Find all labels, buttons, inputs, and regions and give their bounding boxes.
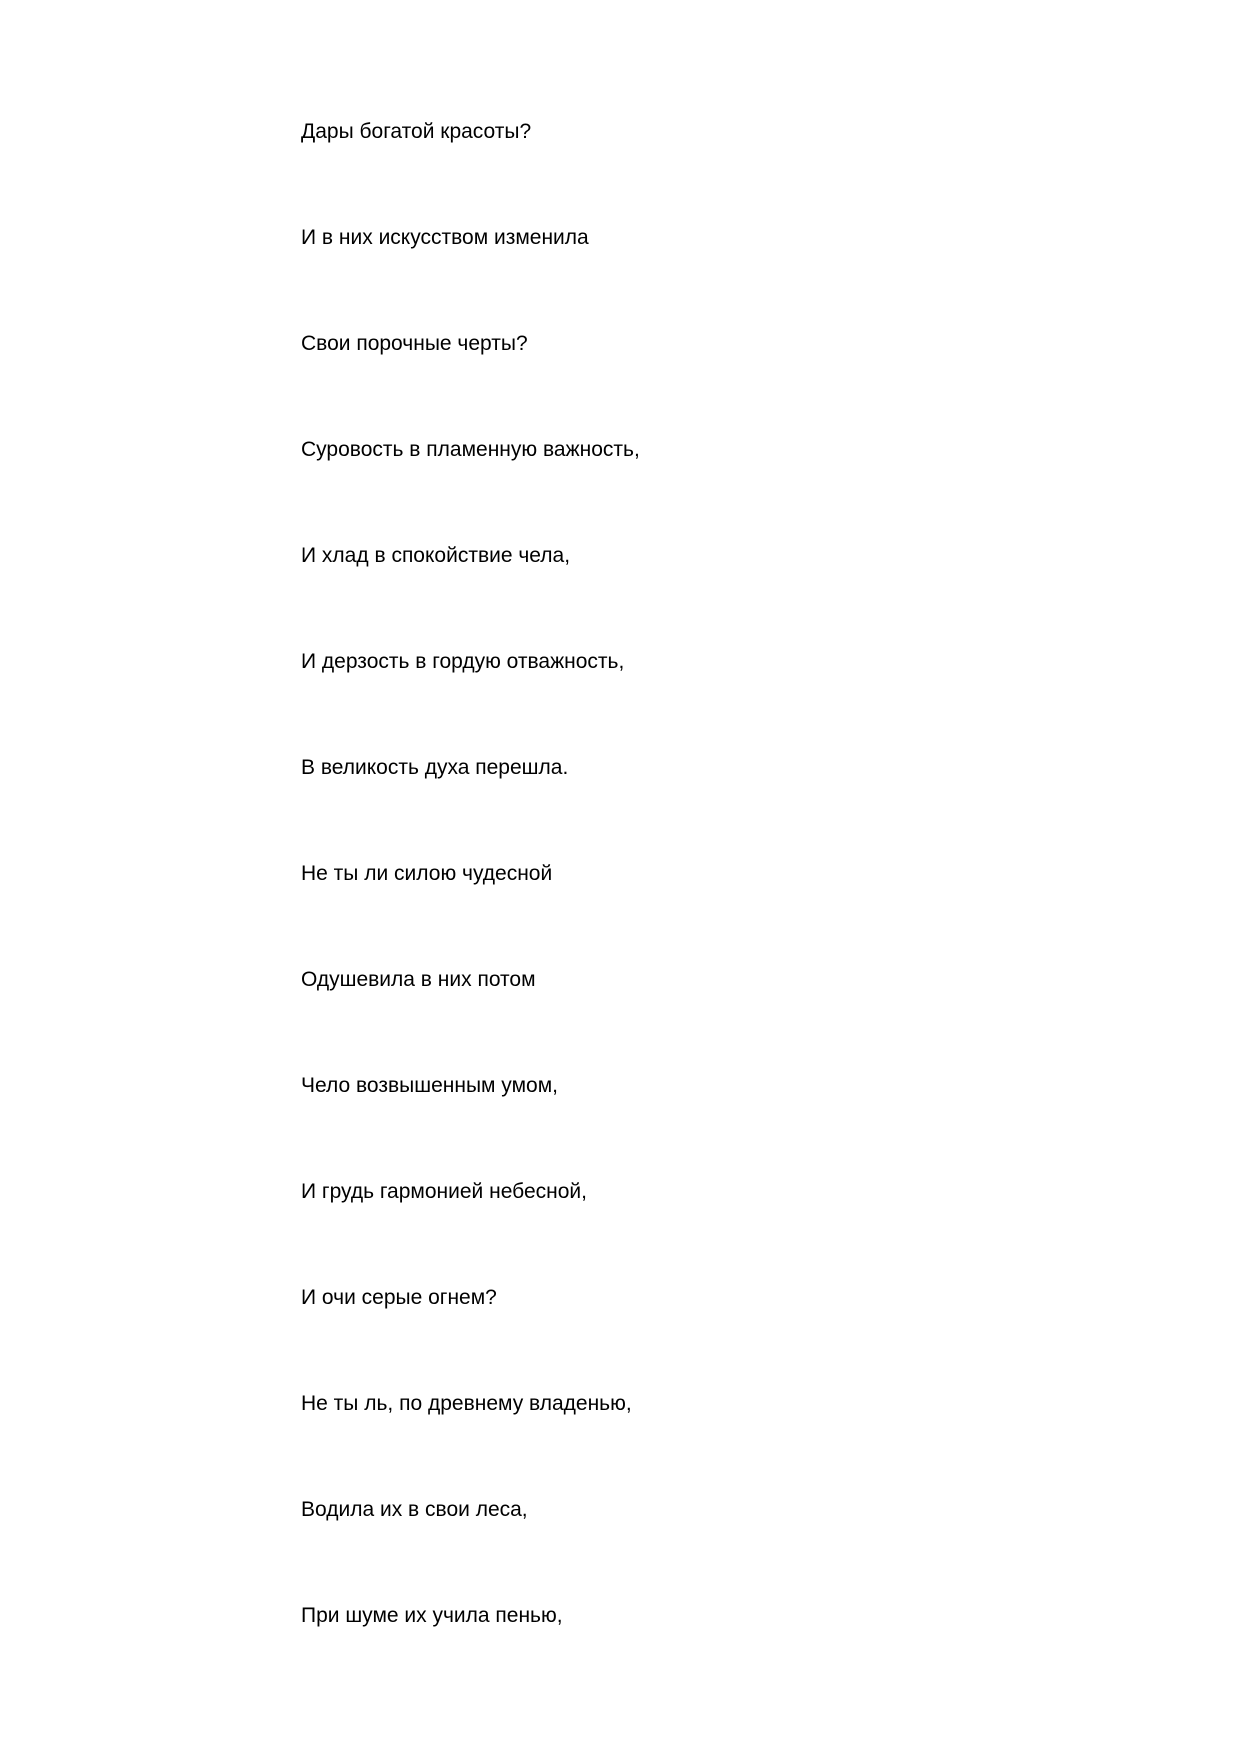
poem-line: И хлад в спокойствие чела, (301, 544, 571, 567)
poem-line: Дары богатой красоты? (301, 120, 532, 143)
poem-text (301, 118, 640, 1708)
poem-line: Суровость в пламенную важность, (301, 438, 640, 461)
poem-line: Не ты ль, по древнему владенью, (301, 1392, 632, 1415)
poem-line: И в них искусством изменила (301, 226, 589, 249)
poem-line: Свои порочные черты? (301, 332, 528, 355)
poem-line: При шуме их учила пенью, (301, 1604, 563, 1627)
poem-line: Чело возвышенным умом, (301, 1074, 558, 1097)
poem-line: Не ты ли силою чудесной (301, 862, 553, 885)
poem-line: Одушевила в них потом (301, 968, 536, 991)
poem-line: И грудь гармонией небесной, (301, 1180, 587, 1203)
poem-line: И очи серые огнем? (301, 1286, 497, 1309)
poem-line: И дерзость в гордую отважность, (301, 650, 625, 673)
poem-line: В великость духа перешла. (301, 756, 569, 779)
poem-line: Водила их в свои леса, (301, 1498, 528, 1521)
